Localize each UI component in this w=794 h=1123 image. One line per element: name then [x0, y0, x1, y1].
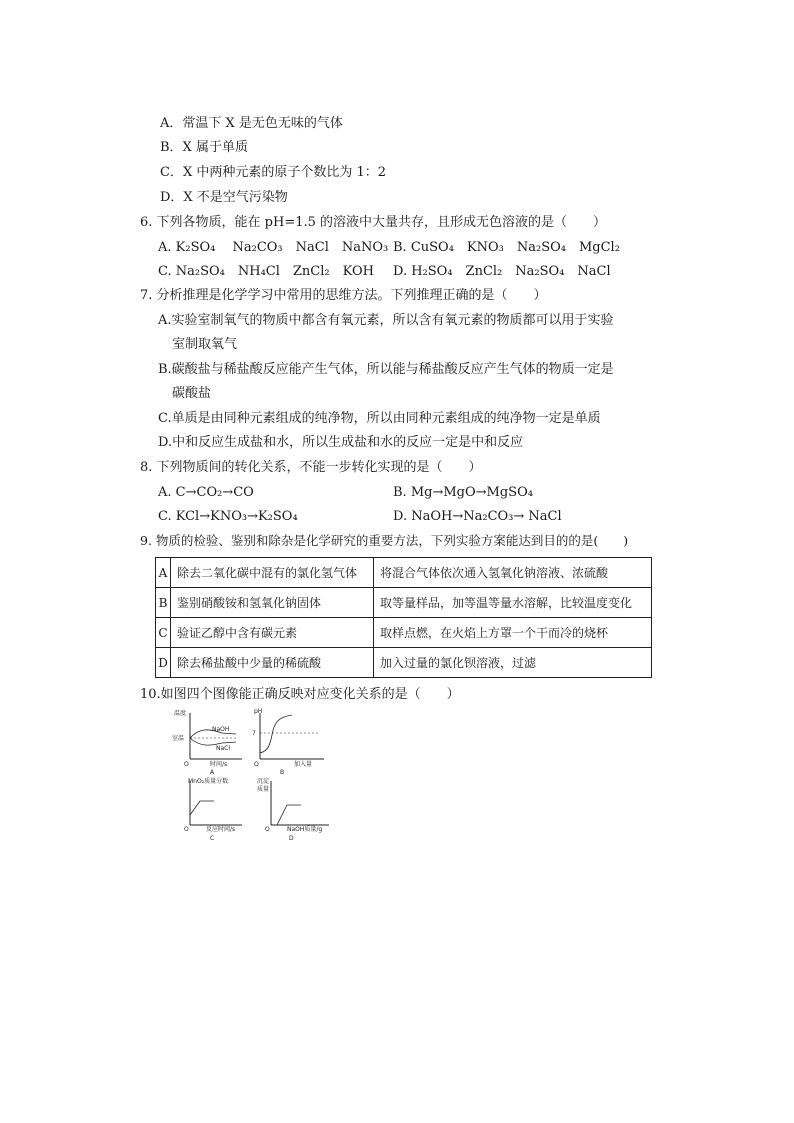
- graph-b: [248, 705, 330, 775]
- graph-c: [170, 775, 250, 845]
- graph-d-xlabel: NaOH质量/g: [287, 826, 323, 833]
- graph-d-label: D: [289, 835, 294, 842]
- q7-option-c: C.单质是由同种元素组成的纯净物，所以由同种元素组成的纯净物一定是单质: [158, 411, 601, 426]
- q7-option-a-line1: A.实验室制氧气的物质中都含有氧元素，所以含有氧元素的物质都可以用于实验: [158, 313, 614, 328]
- graph-a: [170, 705, 250, 775]
- q6-option-c: C. Na₂SO₄ NH₄Cl ZnCl₂ KOH: [158, 264, 374, 279]
- q8-option-c: C. KCl→KNO₃→K₂SO₄: [158, 509, 298, 524]
- row-key: D: [156, 648, 171, 678]
- q5-option-c: C．X 中两种元素的原子个数比为 1：2: [160, 165, 387, 180]
- q8-stem: 8. 下列物质间的转化关系，不能一步转化实现的是（ ）: [140, 460, 482, 475]
- graph-d-ylabel-line2: 质量: [257, 786, 270, 793]
- graph-a-xlabel: 时间/s: [210, 761, 228, 768]
- q7-option-d: D.中和反应生成盐和水，所以生成盐和水的反应一定是中和反应: [158, 435, 524, 450]
- graph-a-series-nacl: NaCl: [216, 745, 231, 752]
- row-goal: 验证乙醇中含有碳元素: [171, 618, 374, 648]
- q7-option-a-line2: 室制取氧气: [172, 337, 238, 352]
- graph-b-xlabel: 加入量: [294, 761, 313, 768]
- q9-options-table: [155, 557, 652, 678]
- row-key: B: [156, 588, 171, 618]
- row-method: 取等量样品，加等温等量水溶解，比较温度变化: [374, 588, 652, 618]
- table-row: [156, 648, 652, 678]
- graph-a-label: A: [210, 769, 215, 775]
- row-method: 取样点燃，在火焰上方罩一个干而冷的烧杯: [374, 618, 652, 648]
- q6-option-a: A. K₂SO₄ Na₂CO₃ NaCl NaNO₃: [158, 240, 389, 255]
- q8-option-d: D. NaOH→Na₂CO₃→ NaCl: [393, 509, 562, 524]
- q9-stem: 9. 物质的检验、鉴别和除杂是化学研究的重要方法，下列实验方案能达到目的的是( ): [140, 533, 629, 548]
- q6-option-b: B. CuSO₄ KNO₃ Na₂SO₄ MgCl₂: [393, 240, 620, 255]
- q6-stem: 6. 下列各物质，能在 pH=1.5 的溶液中大量共存，且形成无色溶液的是（ ）: [140, 215, 607, 230]
- row-key: A: [156, 558, 171, 588]
- graph-c-xlabel: 反应时间/s: [206, 826, 236, 833]
- row-method: 加入过量的氯化钡溶液，过滤: [374, 648, 652, 678]
- graph-c-label: C: [210, 835, 215, 842]
- q6-option-d: D. H₂SO₄ ZnCl₂ Na₂SO₄ NaCl: [393, 264, 611, 279]
- q7-option-b-line1: B.碳酸盐与稀盐酸反应能产生气体，所以能与稀盐酸反应产生气体的物质一定是: [158, 362, 614, 377]
- graph-a-ref-label: 室温: [172, 735, 185, 742]
- q5-option-a: A．常温下 X 是无色无味的气体: [160, 116, 343, 131]
- row-goal: 鉴别硝酸铵和氢氧化钠固体: [171, 588, 374, 618]
- q7-option-b-line2: 碳酸盐: [172, 386, 212, 401]
- q5-option-b: B．X 属于单质: [160, 140, 248, 155]
- row-goal: 除去稀盐酸中少量的稀硫酸: [171, 648, 374, 678]
- graph-a-ylabel: 温度: [174, 710, 187, 717]
- graph-d: [253, 775, 335, 845]
- row-goal: 除去二氧化碳中混有的氯化氢气体: [171, 558, 374, 588]
- row-method: 将混合气体依次通入氢氧化钠溶液、浓硫酸: [374, 558, 652, 588]
- graph-b-ref-label: 7: [252, 730, 256, 737]
- graph-c-ylabel: MnO₂质量分数: [188, 778, 229, 785]
- graph-b-label: B: [280, 769, 285, 775]
- q8-option-a: A. C→CO₂→CO: [158, 485, 254, 500]
- graph-d-ylabel-line1: 沉淀: [257, 778, 270, 785]
- graph-a-origin: O: [184, 761, 189, 768]
- graph-d-origin: O: [265, 826, 270, 833]
- graph-a-series-naoh: NaOH: [212, 726, 230, 733]
- q7-stem: 7. 分析推理是化学学习中常用的思维方法。下列推理正确的是（ ）: [140, 288, 547, 303]
- row-key: C: [156, 618, 171, 648]
- graph-c-origin: O: [184, 826, 189, 833]
- q5-option-d: D．X 不是空气污染物: [160, 190, 288, 205]
- table-row: [156, 558, 652, 588]
- table-row: [156, 618, 652, 648]
- q8-option-b: B. Mg→MgO→MgSO₄: [393, 485, 533, 500]
- table-row: [156, 588, 652, 618]
- q10-stem: 10.如图四个图像能正确反映对应变化关系的是（ ）: [140, 687, 460, 702]
- graph-b-ylabel: pH: [254, 708, 263, 715]
- graph-b-origin: O: [254, 761, 259, 768]
